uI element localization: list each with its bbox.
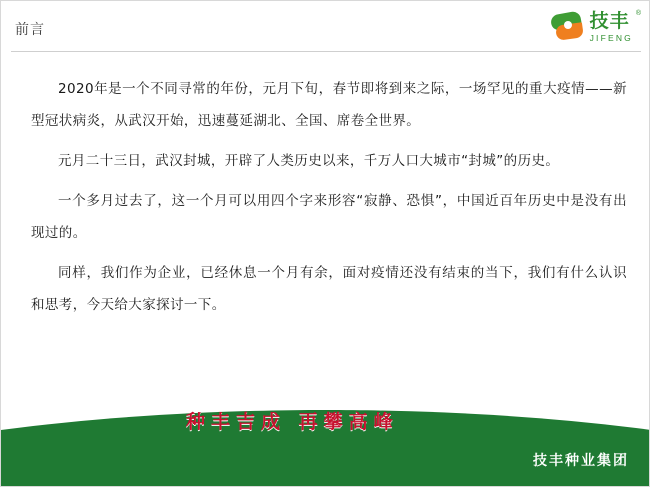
body-paragraph: 2020年是一个不同寻常的年份，元月下旬，春节即将到来之际，一场罕见的重大疫情——新型冠状病炎，从武汉开始，迅速蔓延湖北、全国、席卷全世界。 — [31, 81, 627, 129]
registered-mark: ® — [635, 9, 642, 17]
footer-slogan: 种丰吉成 再攀高峰 — [186, 411, 399, 433]
body-paragraph: 元月二十三日，武汉封城，开辟了人类历史以来，千万人口大城市“封城”的历史。 — [58, 153, 560, 169]
logo-name-en: JIFENG — [589, 32, 633, 43]
leaf-logo-icon — [551, 11, 585, 43]
logo-name-cn — [589, 9, 642, 32]
footer-brand: 技丰种业集团 — [533, 452, 629, 468]
body-paragraph: 一个多月过去了，这一个月可以用四个字来形容“寂静、恐惧”，中国近百年历史中是没有出现过的。 — [31, 193, 627, 241]
logo-name-cn-text: 技丰 — [589, 10, 630, 32]
page-title: 前言 — [15, 21, 45, 37]
logo-text — [589, 9, 642, 43]
footer-band — [1, 436, 650, 486]
slide-header — [1, 1, 650, 53]
company-logo — [551, 9, 642, 45]
header-divider — [11, 51, 641, 52]
body-paragraph: 同样，我们作为企业，已经休息一个月有余，面对疫情还没有结束的当下，我们有什么认识和思考，今天给大家探讨一下。 — [31, 265, 627, 313]
slide-body — [31, 73, 627, 329]
